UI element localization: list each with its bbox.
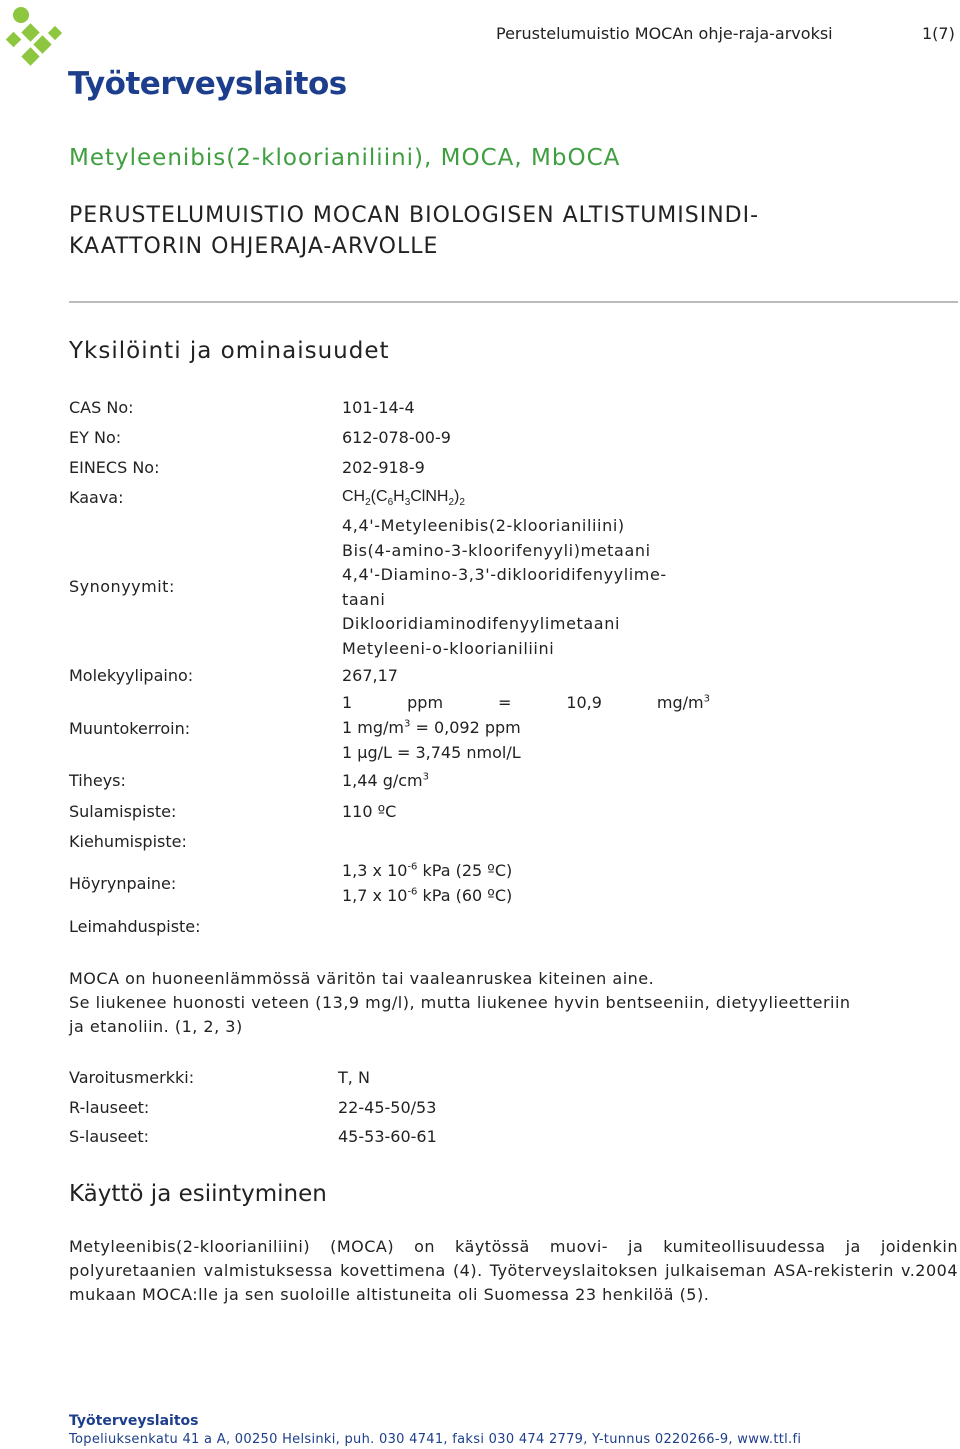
conversion-line-3: 1 µg/L = 3,745 nmol/L	[342, 743, 521, 762]
description-line: MOCA on huoneenlämmössä väritön tai vaaleanruskea kiteinen aine.	[69, 969, 655, 988]
chemical-formula: $CH_2(C_6H_3ClNH_2)_2$	[342, 488, 465, 509]
divider	[69, 301, 958, 303]
footer-organization: Työterveyslaitos	[69, 1413, 199, 1429]
synonym-item: Bis(4-amino-3-kloorifenyyli)metaani	[342, 540, 651, 560]
einecs-value: 202-918-9	[342, 458, 425, 477]
section-heading-identification: Yksilöinti ja ominaisuudet	[69, 338, 390, 364]
conversion-label: Muuntokerroin:	[69, 719, 191, 738]
flash-point-label: Leimahduspiste:	[69, 917, 201, 936]
footer-address: Topeliuksenkatu 41 a A, 00250 Helsinki, puh. 030 4741, faksi 030 474 2779, Y-tunnus 0220266-9, www.ttl.fi	[69, 1432, 802, 1447]
ey-value: 612-078-00-9	[342, 428, 451, 447]
description-paragraph	[69, 967, 851, 1039]
synonym-item: Metyleeni-o-kloorianiliini	[342, 638, 555, 658]
use-paragraph: Metyleenibis(2-kloorianiliini) (MOCA) on käytössä muovi- ja kumiteollisuudessa ja joidenkin polyuretaanien valmistuksessa kovettimena (4). Työterveyslaitoksen julkaiseman ASA-rekisterin v.2004 mukaan MOCA:lle ja sen suoloille altistuneita oli Suomessa 23 henkilöä (5).	[69, 1237, 958, 1304]
conv-part: $mg/m^3$	[656, 693, 710, 712]
conv-part: 1	[342, 693, 353, 712]
synonym-item: 4,4'-Diamino-3,3'-diklooridifenyylime-	[342, 565, 667, 584]
s-phrases-value: 45-53-60-61	[338, 1127, 437, 1146]
einecs-label: EINECS No:	[69, 458, 160, 477]
melting-point-value: 110 ºC	[342, 802, 397, 821]
synonym-item: 4,4'-Metyleenibis(2-kloorianiliini)	[342, 516, 625, 535]
molecular-weight-value: 267,17	[342, 666, 398, 685]
conv-part: 10,9	[566, 693, 602, 712]
description-line: ja etanoliin. (1, 2, 3)	[69, 1017, 243, 1036]
ey-label: EY No:	[69, 428, 122, 447]
conv-part: ppm	[407, 693, 444, 712]
r-phrases-label: R-lauseet:	[69, 1098, 150, 1117]
conversion-line-2: 1 $mg/m^3 = 0,092$ ppm	[342, 718, 521, 737]
vapour-pressure-line-1: 1,3 x $10^{-6}$ kPa (25 ºC)	[342, 861, 513, 880]
formula-label: Kaava:	[69, 488, 124, 507]
synonym-item: Diklooridiaminodifenyylimetaani	[342, 614, 620, 633]
molecular-weight-label: Molekyylipaino:	[69, 666, 194, 685]
document-title: Metyleenibis(2-kloorianiliini), MOCA, MbOCA	[69, 145, 621, 171]
subtitle-line: PERUSTELUMUISTIO MOCAN BIOLOGISEN ALTISTUMISINDI-	[69, 203, 760, 228]
subtitle-line: KAATTORIN OHJERAJA-ARVOLLE	[69, 234, 439, 259]
boiling-point-label: Kiehumispiste:	[69, 832, 187, 851]
cas-label: CAS No:	[69, 398, 134, 417]
warning-symbol-label: Varoitusmerkki:	[69, 1068, 195, 1087]
warning-symbol-value: T, N	[338, 1068, 370, 1087]
cas-value: 101-14-4	[342, 398, 415, 417]
synonyms-list	[342, 514, 682, 661]
density-value: 1,44 $g/cm^3$	[342, 771, 430, 790]
logo-wordmark: Työterveyslaitos	[68, 66, 347, 102]
synonyms-label: Synonyymit:	[69, 577, 175, 596]
page-number: 1(7)	[922, 24, 955, 43]
document-subtitle	[69, 200, 759, 262]
vapour-pressure-line-2: 1,7 x $10^{-6}$ kPa (60 ºC)	[342, 886, 513, 905]
conversion-line-1	[342, 693, 710, 712]
vapour-pressure-label: Höyrynpaine:	[69, 874, 177, 893]
s-phrases-label: S-lauseet:	[69, 1127, 150, 1146]
conv-part: =	[497, 693, 512, 712]
density-label: Tiheys:	[69, 771, 126, 790]
description-line: Se liukenee huonosti veteen (13,9 mg/l), mutta liukenee hyvin bentseeniin, dietyylieetteriin	[69, 993, 851, 1012]
section-heading-use: Käyttö ja esiintyminen	[69, 1181, 327, 1207]
ttl-logo-icon	[6, 6, 66, 76]
synonym-item: taani	[342, 589, 386, 609]
melting-point-label: Sulamispiste:	[69, 802, 177, 821]
running-header-title: Perustelumuistio MOCAn ohje-raja-arvoksi	[496, 24, 833, 43]
r-phrases-value: 22-45-50/53	[338, 1098, 437, 1117]
